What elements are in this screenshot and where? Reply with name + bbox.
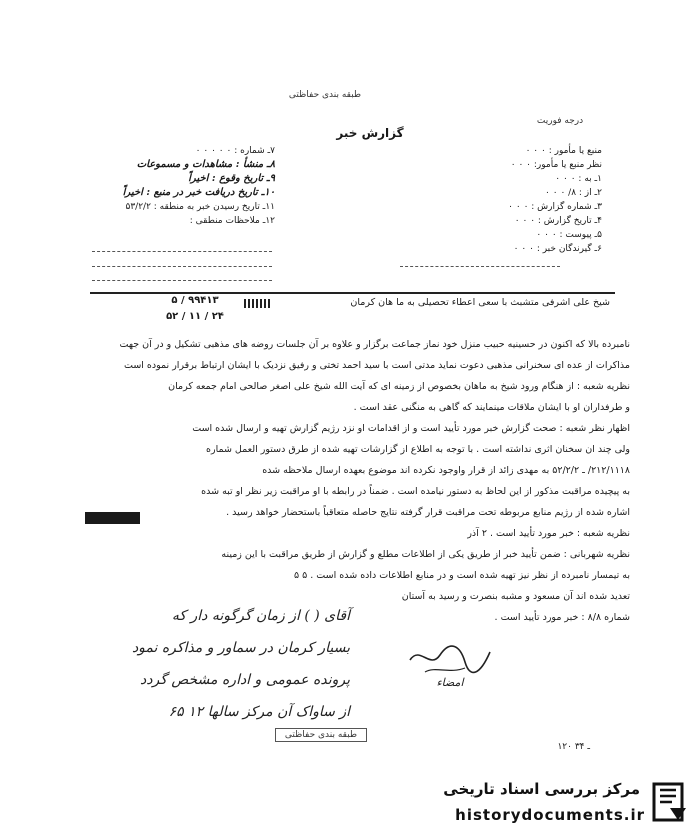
separator-rule xyxy=(90,292,615,294)
subject-text: شیخ علی اشرفی متشبث با سعی اعطاء تحصیلی به ما هان کرمان xyxy=(350,297,610,308)
field-report-date: ۴ـ تاریخ گزارش : ۰ ۰ ۰ xyxy=(514,216,602,226)
body-line: مذاکرات از عده ای سخنرانی مذهبی دعوت نماید مدتی است با سید احمد تختی و رفیق نزدیک با ایشان ارتباط برقرار نموده است xyxy=(123,360,630,371)
handwritten-notes xyxy=(60,600,350,728)
field-source-opinion: نظر منبع یا مأمور: ۰ ۰ ۰ xyxy=(510,160,602,170)
body-line: اشاره شده از رژیم منابع مربوطه تحت مراقبت قرار گرفته نتایج حاصله متعاقباً باستحضار خواهد رسید . xyxy=(226,507,630,518)
dotted-line xyxy=(92,251,272,252)
field-occurrence-date: ۹ـ تاریخ وقوع : اخیراً xyxy=(188,173,275,184)
body-line: اظهار نظر شعبه : صحت گزارش خبر مورد تأیید است و از اقدامات او نزد رژیم گزارش تهیه و ارسال شده است xyxy=(192,423,630,434)
field-number: ۷ـ شماره : ۰ ۰ ۰ ۰ ۰ xyxy=(195,146,275,156)
dotted-line xyxy=(92,266,272,267)
redaction-mark xyxy=(85,512,140,524)
handwritten-line: آقای ( ) از زمان گرگونه دار که xyxy=(171,608,350,624)
signature-scribble xyxy=(405,640,495,680)
body-line: ۲۱۲/۱۱۱۸/ ـ ۵۲/۲/۲ به مهدی زائد از قرار واوجود نکرده اند موضوع بعهده ارسال ملاحظه شده xyxy=(262,465,630,476)
report-body xyxy=(82,334,630,628)
handwritten-line: پرونده عمومی و اداره مشخص گردد xyxy=(140,672,350,688)
field-recipients: ۶ـ گیرندگان خبر : ۰ ۰ ۰ xyxy=(513,244,602,254)
fields-right xyxy=(392,144,602,256)
body-line: نامبرده بالا که اکنون در حسینیه حبیب منزل خود نماز جماعت برگزار و علاوه بر آن جلسات روضه های مذهبی تشکیل و در آن جهت xyxy=(119,339,630,350)
signature-label: امضاء xyxy=(436,676,464,689)
brand-url: historydocuments.ir xyxy=(455,806,645,824)
brand-logo-icon xyxy=(648,780,690,824)
classification-label: طبقه بندی حفاظتی xyxy=(288,90,362,100)
field-attachment: ۵ـ پیوست : ۰ ۰ ۰ xyxy=(536,230,602,240)
reference-date: ۵۲ / ۱۱ / ۲۴ xyxy=(166,311,224,322)
stamp-mark xyxy=(244,299,270,308)
classification-footer: طبقه بندی حفاظتی xyxy=(275,728,367,742)
field-source: منبع یا مأمور : ۰ ۰ ۰ xyxy=(525,146,602,156)
field-remarks: ۱۲ـ ملاحظات منطقی : xyxy=(189,216,275,226)
body-line: به تیمسار نامبرده از نظر نیز تهیه شده است و در منابع اطلاعات داده شده است . ۵ ۵ xyxy=(294,570,630,581)
reference-number: ۵ / ۹۹۴۱۳ xyxy=(171,295,219,306)
footer-code: ۱۲۰ ـ ۳۴ xyxy=(557,742,590,752)
field-region-date: ۱۱ـ تاریخ رسیدن خبر به منطقه : ۵۳/۲/۲ xyxy=(125,202,275,212)
body-line: و طرفداران او با ایشان ملاقات مینمایند که گاهی به منگنی عقد است . xyxy=(353,402,630,413)
dotted-line xyxy=(92,280,272,281)
field-to: ۱ـ به : ۰ ۰ ۰ xyxy=(555,174,602,184)
body-line: شماره ۸/۸ : خبر مورد تأیید است . xyxy=(494,612,630,623)
urgency-label: درجه فوریت xyxy=(536,116,584,126)
body-line: به پیچیده مراقبت مذکور از این لحاظ به دستور نیامده است . ضمناً در رابطه با او مراقبت زیر نظر او تبه شده xyxy=(201,486,630,497)
fields-left xyxy=(80,144,275,228)
brand-name: مرکز بررسی اسناد تاریخی xyxy=(443,780,640,798)
field-report-number: ۳ـ شماره گزارش : ۰ ۰ ۰ xyxy=(508,202,602,212)
handwritten-line: از ساواک آن مرکز سالها ۱۲ ۶۵ xyxy=(168,704,350,720)
body-line: نظریه شهربانی : ضمن تأیید خبر از طریق یکی از اطلاعات مطلع و گزارش از طریق مراقبت با این زمینه xyxy=(221,549,630,560)
subject-line xyxy=(255,297,610,308)
handwritten-line: بسیار کرمان در سماور و مذاکره نمود xyxy=(131,640,350,656)
body-line: نظریه شعبه : خبر مورد تأیید است . ۲ آذر xyxy=(467,528,630,539)
body-line: نظریه شعبه : از هنگام ورود شیخ به ماهان بخصوص از زمینه ای که آیت الله شیخ علی اصغر صالحی امام جمعه کرمان xyxy=(168,381,630,392)
report-title: گزارش خبر xyxy=(336,126,404,140)
body-line: تعدید شده اند آن مسعود و مشبه بنصرت و رسید به آستان xyxy=(401,591,630,602)
field-receipt-date: ۱۰ـ تاریخ دریافت خبر در منبع : اخیراً xyxy=(122,187,275,198)
body-line: ولی چند ان سخنان اثری نداشته است . با توجه به اطلاع از گزارشات تهیه شده از طرق دستور العمل شماره xyxy=(206,444,630,455)
field-origin: ۸ـ منشأ : مشاهدات و مسموعات xyxy=(136,159,275,170)
dotted-line xyxy=(400,266,560,267)
field-from: ۲ـ از : ۸/ ۰ ۰ ۰ xyxy=(545,188,602,198)
